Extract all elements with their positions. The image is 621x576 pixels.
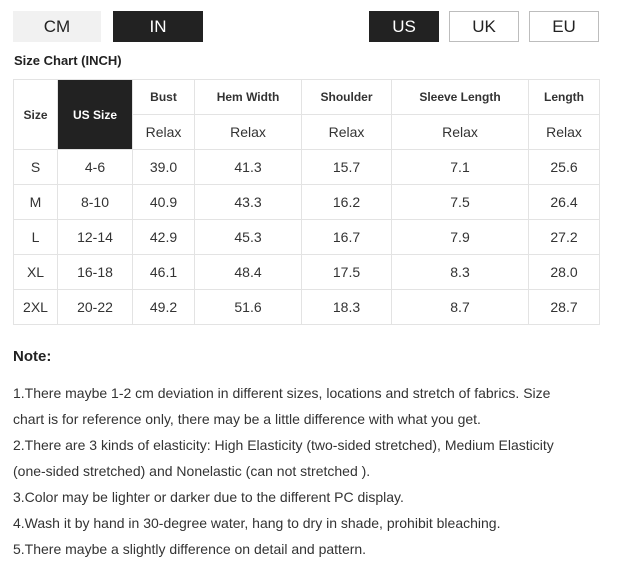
note-line: 4.Wash it by hand in 30-degree water, hang to dry in shade, prohibit bleaching. (13, 515, 501, 531)
note-line: 3.Color may be lighter or darker due to the different PC display. (13, 489, 404, 505)
cell-size: M (14, 185, 58, 220)
header-shoulder: Shoulder (302, 80, 392, 115)
cell-shoulder: 16.7 (302, 220, 392, 255)
cell-hem-width: 45.3 (195, 220, 302, 255)
note-line: 2.There are 3 kinds of elasticity: High Elasticity (two-sided stretched), Medium Elasticity (13, 437, 554, 453)
cell-hem-width: 41.3 (195, 150, 302, 185)
table-row (14, 220, 600, 255)
cell-sleeve-length: 7.9 (392, 220, 529, 255)
header-sleeve-length: Sleeve Length (392, 80, 529, 115)
table-row (14, 290, 600, 325)
cell-size: L (14, 220, 58, 255)
region-eu-button[interactable]: EU (529, 11, 599, 42)
cell-us-size: 16-18 (58, 255, 133, 290)
note-line: 5.There maybe a slightly difference on detail and pattern. (13, 541, 367, 557)
cell-shoulder: 17.5 (302, 255, 392, 290)
region-uk-button[interactable]: UK (449, 11, 519, 42)
fit-sleeve-length: Relax (392, 115, 529, 150)
note-list (13, 380, 613, 562)
cell-us-size: 12-14 (58, 220, 133, 255)
cell-shoulder: 16.2 (302, 185, 392, 220)
cell-bust: 49.2 (133, 290, 195, 325)
cell-length: 28.0 (529, 255, 600, 290)
cell-length: 28.7 (529, 290, 600, 325)
note-line: (one-sided stretched) and Nonelastic (can not stretched ). (13, 463, 371, 479)
region-us-button[interactable]: US (369, 11, 439, 42)
cell-bust: 46.1 (133, 255, 195, 290)
table-row (14, 255, 600, 290)
cell-length: 27.2 (529, 220, 600, 255)
cell-hem-width: 51.6 (195, 290, 302, 325)
fit-shoulder: Relax (302, 115, 392, 150)
unit-cm-button[interactable]: CM (13, 11, 101, 42)
cell-us-size: 4-6 (58, 150, 133, 185)
header-length: Length (529, 80, 600, 115)
cell-length: 26.4 (529, 185, 600, 220)
cell-hem-width: 43.3 (195, 185, 302, 220)
cell-us-size: 20-22 (58, 290, 133, 325)
cell-size: 2XL (14, 290, 58, 325)
cell-bust: 40.9 (133, 185, 195, 220)
header-hem-width: Hem Width (195, 80, 302, 115)
cell-sleeve-length: 8.3 (392, 255, 529, 290)
cell-size: S (14, 150, 58, 185)
fit-hem-width: Relax (195, 115, 302, 150)
table-row (14, 150, 600, 185)
size-chart-title: Size Chart (INCH) (14, 53, 122, 68)
table-row (14, 185, 600, 220)
header-size: Size (14, 80, 58, 150)
header-bust: Bust (133, 80, 195, 115)
note-line: chart is for reference only, there may be a little difference with what you get. (13, 411, 481, 427)
fit-bust: Relax (133, 115, 195, 150)
note-title: Note: (13, 348, 52, 365)
size-chart-table (13, 79, 600, 325)
cell-hem-width: 48.4 (195, 255, 302, 290)
note-line: 1.There maybe 1-2 cm deviation in different sizes, locations and stretch of fabrics. Size (13, 385, 551, 401)
unit-in-button[interactable]: IN (113, 11, 203, 42)
cell-sleeve-length: 7.5 (392, 185, 529, 220)
header-us-size: US Size (58, 80, 133, 150)
cell-us-size: 8-10 (58, 185, 133, 220)
fit-length: Relax (529, 115, 600, 150)
cell-bust: 42.9 (133, 220, 195, 255)
cell-bust: 39.0 (133, 150, 195, 185)
cell-shoulder: 18.3 (302, 290, 392, 325)
cell-sleeve-length: 8.7 (392, 290, 529, 325)
cell-length: 25.6 (529, 150, 600, 185)
cell-sleeve-length: 7.1 (392, 150, 529, 185)
cell-size: XL (14, 255, 58, 290)
cell-shoulder: 15.7 (302, 150, 392, 185)
